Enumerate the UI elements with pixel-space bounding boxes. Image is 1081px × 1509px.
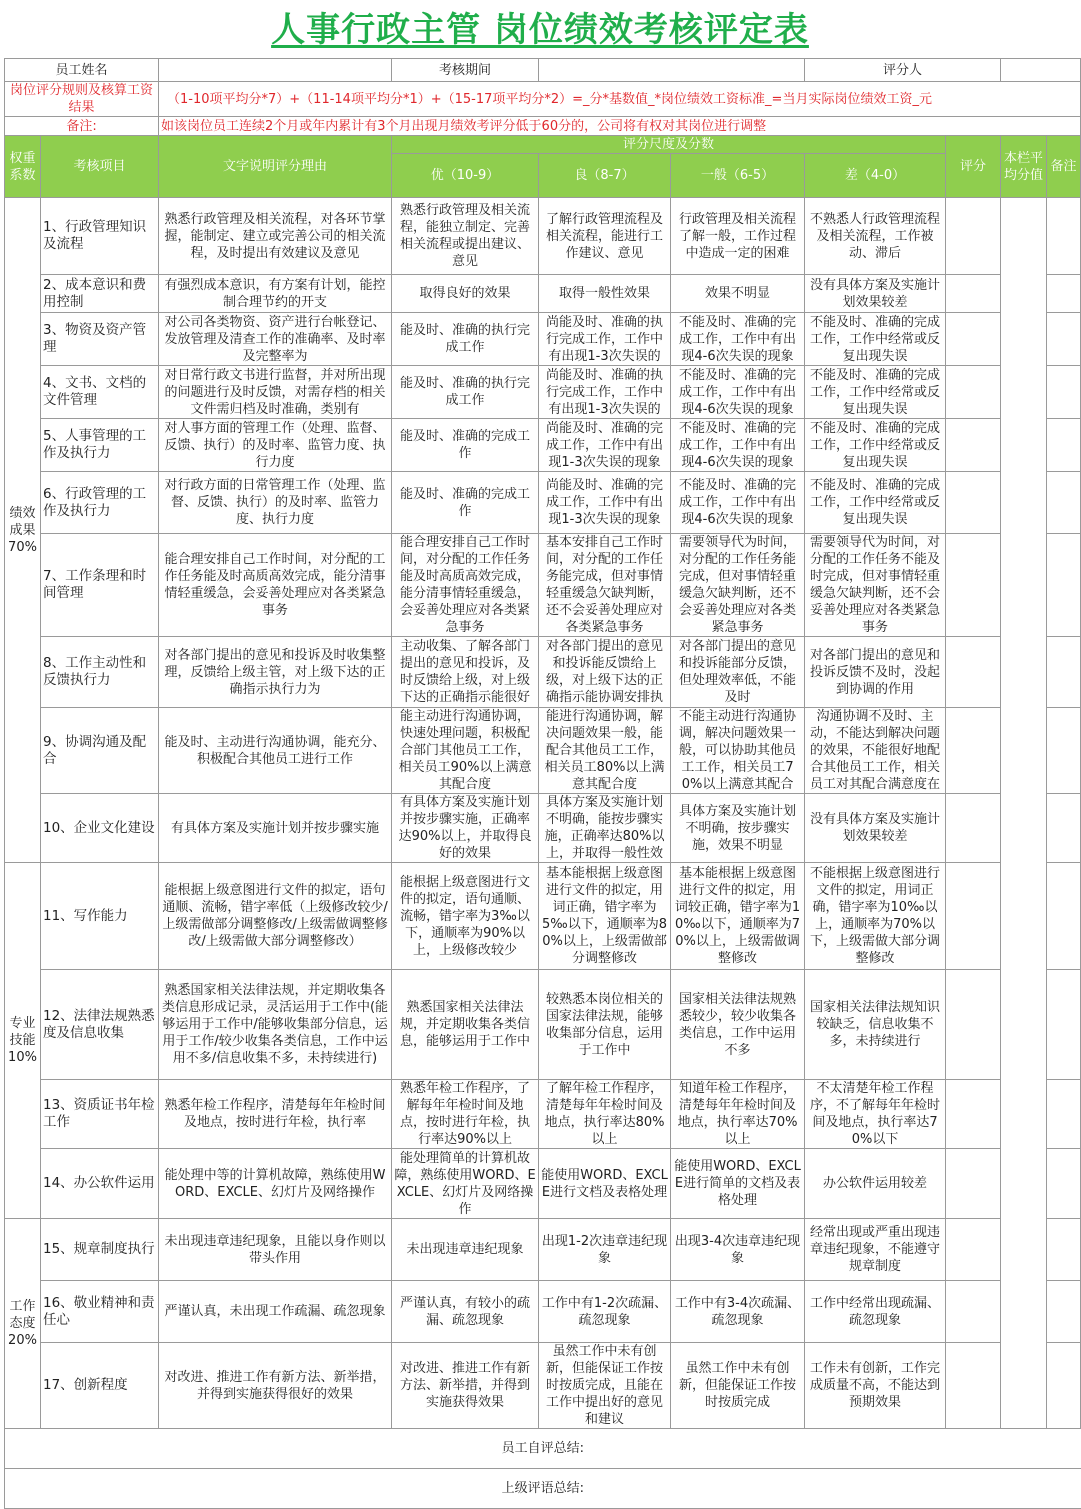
criteria-excellent: 对改进、推进工作有新方法、新举措，并得到实施获得效果 [392,1343,539,1429]
criteria-good: 尚能及时、准确的完成工作，工作中有出现1-3次失误的现象 [539,419,671,472]
header-column-avg: 本栏平均分值 [1001,136,1047,198]
score-cell[interactable] [946,1080,1001,1149]
item-description: 能处理中等的计算机故障，熟练使用WORD、EXCLE、幻灯片及网络操作 [159,1149,392,1219]
criteria-good: 能进行沟通协调，解决问题效果一般，能配合其他员工工作，相关员工80%以上满意其配合度 [539,708,671,794]
item-description: 严谨认真，未出现工作疏漏、疏忽现象 [159,1281,392,1343]
header-excellent: 优（10-9） [392,154,539,198]
remarks-cell[interactable] [1047,1080,1081,1149]
column-average-cell[interactable] [1001,198,1047,1429]
table-row [5,1149,1081,1219]
item-name: 16、敬业精神和责任心 [41,1281,159,1343]
criteria-excellent: 能根据上级意图进行文件的拟定，语句通顺、流畅，错字率为3‰以下，通顺率为90%以上，上级修改较少 [392,863,539,970]
header-good: 良（8-7） [539,154,671,198]
remarks-cell[interactable] [1047,708,1081,794]
table-row [5,708,1081,794]
criteria-good: 取得一般性效果 [539,275,671,313]
criteria-excellent: 能及时、准确的完成工作 [392,472,539,534]
remarks-cell[interactable] [1047,1149,1081,1219]
item-description: 对日常行政文书进行监督，并对所出现的问题进行及时反馈，对需存档的相关文件需归档及时准确，类别有 [159,366,392,419]
item-description: 能根据上级意图进行文件的拟定，语句通顺、流畅，错字率低（上级修改较少/上级需做部分调整修改/上级需做调整修改/上级需做大部分调整修改） [159,863,392,970]
criteria-excellent: 未出现违章违纪现象 [392,1219,539,1281]
table-row [5,313,1081,366]
supervisor-review-field[interactable]: 上级评语总结: [5,1469,1081,1509]
criteria-average: 虽然工作中未有创新，但能保证工作按时按质完成 [671,1343,805,1429]
criteria-poor: 经常出现或严重出现违章违纪现象，不能遵守规章制度 [805,1219,946,1281]
remarks-cell[interactable] [1047,863,1081,970]
table-row [5,1343,1081,1429]
item-description: 能及时、主动进行沟通协调，能充分、积极配合其他员工进行工作 [159,708,392,794]
item-description: 熟悉行政管理及相关流程，对各环节掌握，能制定、建立或完善公司的相关流程，及时提出有效建议及意见 [159,198,392,275]
score-cell[interactable] [946,198,1001,275]
remarks-cell[interactable] [1047,970,1081,1080]
criteria-average: 能使用WORD、EXCLE进行简单的文档及表格处理 [671,1149,805,1219]
criteria-good: 具体方案及实施计划不明确，能按步骤实施，正确率达80%以上，并取得一般性效 [539,794,671,863]
remarks-cell[interactable] [1047,275,1081,313]
table-row [5,275,1081,313]
header-weight: 权重系数 [5,136,41,198]
score-cell[interactable] [946,472,1001,534]
table-row [5,198,1081,275]
evaluation-table [4,58,1081,1509]
header-scale-group: 评分尺度及分数 [392,136,946,154]
criteria-good: 了解年检工作程序，清楚每年年检时间及地点，执行率达80%以上 [539,1080,671,1149]
header-item: 考核项目 [41,136,159,198]
criteria-excellent: 严谨认真，有较小的疏漏、疏忽现象 [392,1281,539,1343]
criteria-excellent: 能合理安排自己工作时间，对分配的工作任务能及时高质高效完成，能分清事情轻重缓急，会妥善处理应对各类紧急事务 [392,534,539,637]
item-name: 17、创新程度 [41,1343,159,1429]
item-description: 有强烈成本意识，有方案有计划，能控制合理节约的开支 [159,275,392,313]
criteria-average: 出现3-4次违章违纪现象 [671,1219,805,1281]
criteria-average: 工作中有3-4次疏漏、疏忽现象 [671,1281,805,1343]
header-remarks: 备注 [1047,136,1081,198]
item-description: 能合理安排自己工作时间，对分配的工作任务能及时高质高效完成，能分清事情轻重缓急，会妥善处理应对各类紧急事务 [159,534,392,637]
item-description: 熟悉年检工作程序，清楚每年年检时间及地点，按时进行年检，执行率 [159,1080,392,1149]
criteria-poor: 对各部门提出的意见和投诉反馈不及时，没起到协调的作用 [805,637,946,708]
remarks-cell[interactable] [1047,534,1081,637]
score-cell[interactable] [946,1343,1001,1429]
criteria-good: 虽然工作中未有创新，但能保证工作按时按质完成，且能在工作中提出好的意见和建议 [539,1343,671,1429]
rule-row [5,82,1081,117]
criteria-excellent: 熟悉年检工作程序，了解每年年检时间及地点，按时进行年检，执行率达90%以上 [392,1080,539,1149]
criteria-average: 行政管理及相关流程了解一般，工作过程中造成一定的困难 [671,198,805,275]
score-cell[interactable] [946,313,1001,366]
item-description: 对改进、推进工作有新方法、新举措，并得到实施获得很好的效果 [159,1343,392,1429]
score-cell[interactable] [946,419,1001,472]
rater-label: 评分人 [805,59,1001,82]
header-description: 文字说明评分理由 [159,136,392,198]
rule-label: 岗位评分规则及核算工资结果 [5,82,159,117]
criteria-poor: 沟通协调不及时、主动，不能达到解决问题的效果，不能很好地配合其他员工工作，相关员工对其配合满意度在 [805,708,946,794]
criteria-average: 不能及时、准确的完成工作，工作中有出现4-6次失误的现象 [671,313,805,366]
criteria-excellent: 能及时、准确的执行完成工作 [392,366,539,419]
item-name: 9、协调沟通及配合 [41,708,159,794]
note-row [5,117,1081,136]
item-name: 12、法律法规熟悉度及信息收集 [41,970,159,1080]
header-poor: 差（4-0） [805,154,946,198]
item-name: 8、工作主动性和反馈执行力 [41,637,159,708]
criteria-good: 出现1-2次违章违纪现象 [539,1219,671,1281]
item-name: 5、人事管理的工作及执行力 [41,419,159,472]
criteria-average: 国家相关法律法规熟悉较少，较少收集各类信息，工作中运用不多 [671,970,805,1080]
remarks-cell[interactable] [1047,637,1081,708]
criteria-poor: 不能及时、准确的完成工作，工作中经常或反复出现失误 [805,419,946,472]
remarks-cell[interactable] [1047,1219,1081,1281]
criteria-excellent: 能及时、准确的执行完成工作 [392,313,539,366]
item-name: 14、办公软件运用 [41,1149,159,1219]
criteria-excellent: 能处理简单的计算机故障，熟练使用WORD、EXCLE、幻灯片及网络操作 [392,1149,539,1219]
criteria-good: 基本安排自己工作时间，对分配的工作任务能完成，但对事情轻重缓急欠缺判断，还不会妥善处理应对各类紧急事务 [539,534,671,637]
info-row [5,59,1081,82]
criteria-poor: 没有具体方案及实施计划效果较差 [805,794,946,863]
criteria-good: 对各部门提出的意见和投诉能反馈给上级，对上级下达的正确指示能协调安排执 [539,637,671,708]
criteria-excellent: 熟悉行政管理及相关流程，能独立制定、完善相关流程或提出建议、意见 [392,198,539,275]
criteria-excellent: 能主动进行沟通协调，快速处理问题，积极配合部门其他员工工作，相关员工90%以上满意其配合度 [392,708,539,794]
item-description: 对人事方面的管理工作（处理、监督、反馈、执行）的及时率、监管力度、执行力度 [159,419,392,472]
score-cell[interactable] [946,366,1001,419]
criteria-poor: 办公软件运用较差 [805,1149,946,1219]
criteria-poor: 不能及时、准确的完成工作，工作中经常或反复出现失误 [805,366,946,419]
self-review-row [5,1429,1081,1469]
score-cell[interactable] [946,1281,1001,1343]
criteria-poor: 不能根据上级意图进行文件的拟定，用词正确，错字率为10‰以上，通顺率为70%以下，上级需做大部分调整修改 [805,863,946,970]
title-bar [0,0,1080,58]
score-cell[interactable] [946,794,1001,863]
table-row [5,366,1081,419]
criteria-poor: 需要领导代为时间，对分配的工作任务不能及时完成，但对事情轻重缓急欠缺判断，还不会妥善处理应对各类紧急事务 [805,534,946,637]
header-average: 一般（6-5） [671,154,805,198]
group-weight-label: 工作态度20% [5,1219,41,1429]
item-name: 10、企业文化建设 [41,794,159,863]
criteria-excellent: 能及时、准确的完成工作 [392,419,539,472]
criteria-good: 尚能及时、准确的执行完成工作，工作中有出现1-3次失误的 [539,313,671,366]
criteria-good: 较熟悉本岗位相关的国家法律法规，能够收集部分信息，运用于工作中 [539,970,671,1080]
remarks-cell[interactable] [1047,472,1081,534]
item-description: 未出现违章违纪现象，且能以身作则以带头作用 [159,1219,392,1281]
note-label: 备注: [5,117,159,136]
page-title: 人事行政主管 岗位绩效考核评定表 [271,10,809,50]
item-description: 熟悉国家相关法律法规，并定期收集各类信息形成记录，灵活运用于工作中(能够运用于工作中/能够收集部分信息，运用于工作/较少收集各类信息，工作中运用不多/信息收集不多，未持续进行) [159,970,392,1080]
criteria-average: 不能及时、准确的完成工作，工作中有出现4-6次失误的现象 [671,472,805,534]
table-row [5,794,1081,863]
remarks-cell[interactable] [1047,794,1081,863]
criteria-poor: 国家相关法律法规知识较缺乏，信息收集不多，未持续进行 [805,970,946,1080]
employee-name-label: 员工姓名 [5,59,159,82]
criteria-excellent: 取得良好的效果 [392,275,539,313]
criteria-poor: 工作中经常出现疏漏、疏忽现象 [805,1281,946,1343]
criteria-average: 对各部门提出的意见和投诉能部分反馈，但处理效率低，不能及时 [671,637,805,708]
item-name: 4、文书、文档的文件管理 [41,366,159,419]
criteria-poor: 不熟悉人行政管理流程及相关流程，工作被动、滞后 [805,198,946,275]
criteria-excellent: 有具体方案及实施计划并按步骤实施，正确率达90%以上，并取得良好的效果 [392,794,539,863]
item-description: 对公司各类物资、资产进行台帐登记、发放管理及清查工作的准确率、及时率及完整率为 [159,313,392,366]
note-text: 如该岗位员工连续2个月或年内累计有3个月出现月绩效考评分低于60分的，公司将有权对其岗位进行调整 [159,117,1081,136]
remarks-cell[interactable] [1047,1281,1081,1343]
table-row [5,419,1081,472]
criteria-average: 不能主动进行沟通协调，解决问题效果一般，可以协助其他员工工作，相关员工70%以上满意其配合 [671,708,805,794]
group-weight-label: 专业技能10% [5,863,41,1219]
item-name: 11、写作能力 [41,863,159,970]
score-cell[interactable] [946,970,1001,1080]
score-cell[interactable] [946,1219,1001,1281]
item-description: 有具体方案及实施计划并按步骤实施 [159,794,392,863]
criteria-poor: 不太清楚年检工作程序，不了解每年年检时间及地点，执行率达70%以下 [805,1080,946,1149]
criteria-good: 了解行政管理流程及相关流程，能进行工作建议、意见 [539,198,671,275]
score-cell[interactable] [946,708,1001,794]
table-row [5,863,1081,970]
criteria-good: 工作中有1-2次疏漏、疏忽现象 [539,1281,671,1343]
score-cell[interactable] [946,534,1001,637]
supervisor-review-row [5,1469,1081,1509]
item-description: 对行政方面的日常管理工作（处理、监督、反馈、执行）的及时率、监管力度、执行力度 [159,472,392,534]
self-review-field[interactable]: 员工自评总结: [5,1429,1081,1469]
table-row [5,534,1081,637]
criteria-average: 效果不明显 [671,275,805,313]
criteria-good: 能使用WORD、EXCLE进行文档及表格处理 [539,1149,671,1219]
criteria-excellent: 熟悉国家相关法律法规，并定期收集各类信息，能够运用于工作中 [392,970,539,1080]
remarks-cell[interactable] [1047,366,1081,419]
criteria-average: 知道年检工作程序，清楚每年年检时间及地点，执行率达70%以上 [671,1080,805,1149]
criteria-poor: 没有具体方案及实施计划效果较差 [805,275,946,313]
item-name: 7、工作条理和时间管理 [41,534,159,637]
period-field[interactable] [539,59,805,82]
table-row [5,472,1081,534]
remarks-cell[interactable] [1047,198,1081,275]
table-row [5,637,1081,708]
item-description: 对各部门提出的意见和投诉及时收集整理，反馈给上级主管，对上级下达的正确指示执行力为 [159,637,392,708]
rule-formula: （1-10项平均分*7）+（11-14项平均分*1）+（15-17项平均分*2）=_分*基数值_*岗位绩效工资标准_=当月实际岗位绩效工资_元 [159,82,1081,117]
header-row-top [5,136,1081,154]
score-cell[interactable] [946,863,1001,970]
criteria-average: 不能及时、准确的完成工作，工作中有出现4-6次失误的现象 [671,366,805,419]
score-cell[interactable] [946,637,1001,708]
period-label: 考核期间 [392,59,539,82]
item-name: 15、规章制度执行 [41,1219,159,1281]
item-name: 13、资质证书年检工作 [41,1080,159,1149]
rater-field[interactable] [1001,59,1081,82]
criteria-good: 尚能及时、准确的执行完成工作，工作中有出现1-3次失误的 [539,366,671,419]
criteria-poor: 不能及时、准确的完成工作，工作中经常或反复出现失误 [805,472,946,534]
table-row [5,1281,1081,1343]
criteria-average: 需要领导代为时间，对分配的工作任务能完成，但对事情轻重缓急欠缺判断，还不会妥善处理应对各类紧急事务 [671,534,805,637]
employee-name-field[interactable] [159,59,392,82]
criteria-good: 尚能及时、准确的完成工作，工作中有出现1-3次失误的现象 [539,472,671,534]
criteria-good: 基本能根据上级意图进行文件的拟定，用词正确，错字率为5‰以下，通顺率为80%以上，上级需做部分调整修改 [539,863,671,970]
group-weight-label: 绩效成果70% [5,198,41,863]
remarks-cell[interactable] [1047,313,1081,366]
table-row [5,1080,1081,1149]
criteria-poor: 工作未有创新，工作完成质量不高，不能达到预期效果 [805,1343,946,1429]
table-row [5,970,1081,1080]
table-row [5,1219,1081,1281]
header-score: 评分 [946,136,1001,198]
score-cell[interactable] [946,1149,1001,1219]
item-name: 1、行政管理知识及流程 [41,198,159,275]
item-name: 6、行政管理的工作及执行力 [41,472,159,534]
item-name: 3、物资及资产管理 [41,313,159,366]
remarks-cell[interactable] [1047,419,1081,472]
item-name: 2、成本意识和费用控制 [41,275,159,313]
criteria-average: 具体方案及实施计划不明确，按步骤实施，效果不明显 [671,794,805,863]
remarks-cell[interactable] [1047,1343,1081,1429]
criteria-average: 基本能根据上级意图进行文件的拟定，用词较正确，错字率为10‰以下，通顺率为70%以上，上级需做调整修改 [671,863,805,970]
criteria-average: 不能及时、准确的完成工作，工作中有出现4-6次失误的现象 [671,419,805,472]
criteria-excellent: 主动收集、了解各部门提出的意见和投诉，及时反馈给上级，对上级下达的正确指示能很好 [392,637,539,708]
score-cell[interactable] [946,275,1001,313]
criteria-poor: 不能及时、准确的完成工作，工作中经常或反复出现失误 [805,313,946,366]
